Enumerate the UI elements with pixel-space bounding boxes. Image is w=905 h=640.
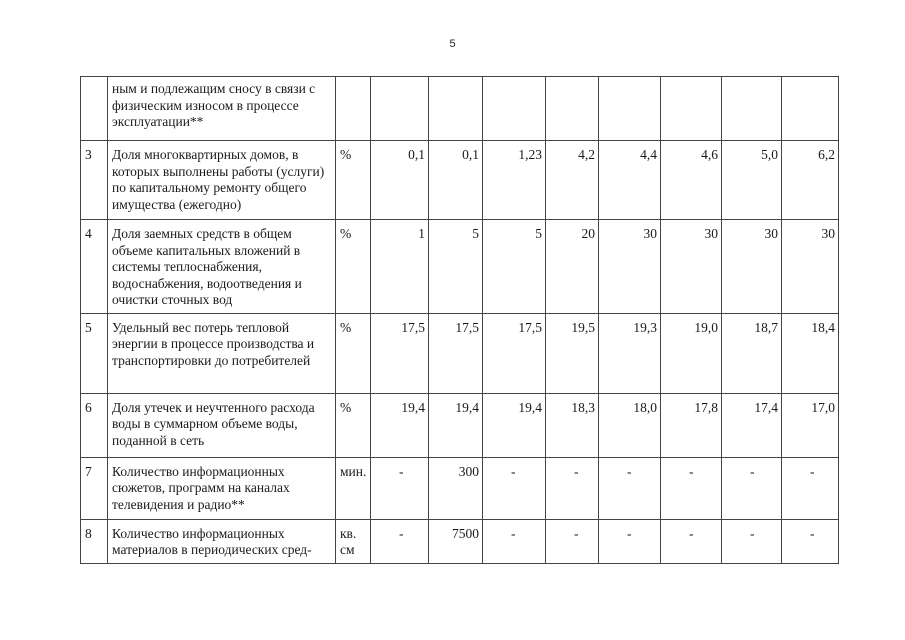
value-cell: - [599,457,661,519]
page-number: 5 [449,38,456,50]
value-cell: 17,8 [661,393,722,457]
value-cell: 19,0 [661,313,722,393]
value-cell: 5 [483,220,546,314]
value-cell: 0,1 [371,141,429,220]
value-cell: 4,4 [599,141,661,220]
value-cell: - [483,519,546,563]
value-cell: 17,5 [429,313,483,393]
unit-cell: мин. [336,457,371,519]
value-cell: 18,3 [546,393,599,457]
value-cell: 30 [661,220,722,314]
table-body [81,77,839,564]
value-cell: - [546,519,599,563]
value-cell: 4,2 [546,141,599,220]
value-cell: 5,0 [722,141,782,220]
value-cell: 19,5 [546,313,599,393]
value-cell: - [483,457,546,519]
indicator-description: Количество информационных сюжетов, программ на каналах телевидения и радио** [108,457,336,519]
row-number [81,77,108,141]
value-cell: 30 [722,220,782,314]
value-cell: 4,6 [661,141,722,220]
table-row [81,519,839,563]
value-cell: - [722,519,782,563]
row-number: 4 [81,220,108,314]
table-row [81,141,839,220]
row-number: 7 [81,457,108,519]
indicator-description: Доля заемных средств в общем объеме капитальных вложений в системы теплоснабжения, водоснабжения, водоотведения и очистки сточных вод [108,220,336,314]
value-cell: 17,0 [782,393,839,457]
value-cell [661,77,722,141]
value-cell [722,77,782,141]
value-cell: - [782,519,839,563]
value-cell: 18,0 [599,393,661,457]
unit-cell: % [336,141,371,220]
unit-cell: % [336,220,371,314]
indicator-description: Доля утечек и неучтенного расхода воды в суммарном объеме воды, поданной в сеть [108,393,336,457]
row-number: 6 [81,393,108,457]
row-number: 8 [81,519,108,563]
value-cell [429,77,483,141]
table-row [81,220,839,314]
value-cell: 19,4 [483,393,546,457]
indicator-description: ным и подлежащим сносу в связи с физическим износом в процессе эксплуатации** [108,77,336,141]
value-cell: 19,3 [599,313,661,393]
unit-cell: % [336,313,371,393]
value-cell: 30 [782,220,839,314]
value-cell [371,77,429,141]
indicator-description: Количество информационных материалов в периодических сред- [108,519,336,563]
value-cell: - [371,519,429,563]
table-row [81,393,839,457]
value-cell: - [599,519,661,563]
table-row [81,77,839,141]
value-cell [483,77,546,141]
value-cell: 0,1 [429,141,483,220]
table-row [81,457,839,519]
value-cell: 20 [546,220,599,314]
value-cell: 1 [371,220,429,314]
value-cell [599,77,661,141]
indicator-description: Доля многоквартирных домов, в которых выполнены работы (услуги) по капитальному ремонту общего имущества (ежегодно) [108,141,336,220]
value-cell: 17,5 [371,313,429,393]
value-cell: 30 [599,220,661,314]
value-cell: - [782,457,839,519]
value-cell: 19,4 [429,393,483,457]
unit-cell [336,77,371,141]
value-cell: - [546,457,599,519]
row-number: 3 [81,141,108,220]
indicator-description: Удельный вес потерь тепловой энергии в процессе производства и транспортировки до потребителей [108,313,336,393]
value-cell: - [722,457,782,519]
value-cell: 19,4 [371,393,429,457]
unit-cell: % [336,393,371,457]
value-cell: 18,7 [722,313,782,393]
value-cell: 6,2 [782,141,839,220]
value-cell: 5 [429,220,483,314]
value-cell: 300 [429,457,483,519]
value-cell: - [371,457,429,519]
indicators-table [80,76,839,564]
table-row [81,313,839,393]
value-cell [782,77,839,141]
value-cell: 17,5 [483,313,546,393]
row-number: 5 [81,313,108,393]
unit-cell: кв. см [336,519,371,563]
value-cell [546,77,599,141]
value-cell: 7500 [429,519,483,563]
value-cell: 17,4 [722,393,782,457]
value-cell: - [661,519,722,563]
value-cell: 1,23 [483,141,546,220]
value-cell: 18,4 [782,313,839,393]
value-cell: - [661,457,722,519]
